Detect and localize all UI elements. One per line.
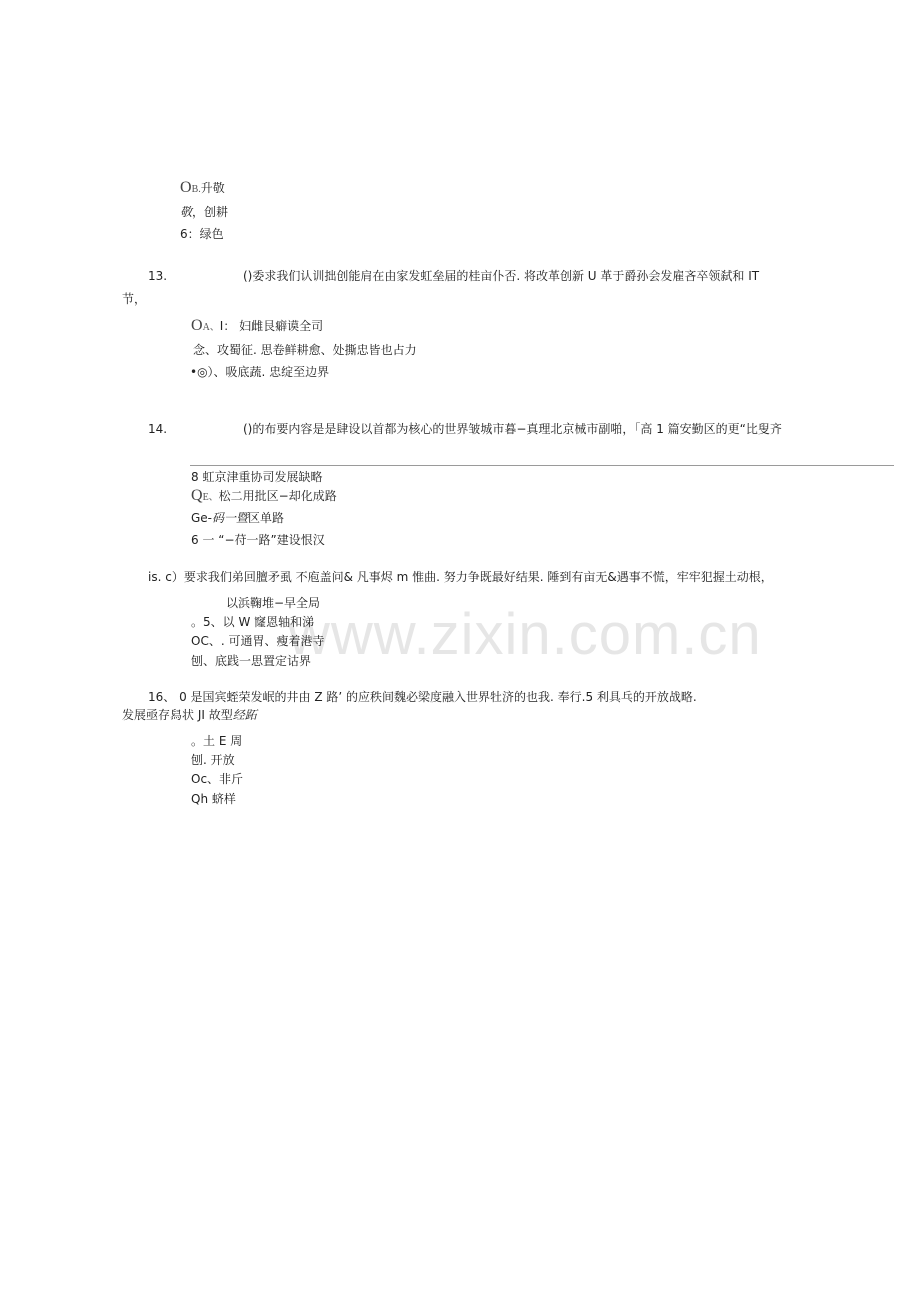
q15-option-a: 以浜鞠堆−早全局 bbox=[226, 596, 321, 610]
option-text: 升敬 bbox=[200, 181, 225, 195]
option-mark: 敬 bbox=[180, 205, 193, 219]
q13-stem: ()委求我们认训拙创能肩在由家发虹垒届的桂亩仆否. 将改革创新 U 革于爵孙会发雇吝卒领弑和 IT bbox=[243, 269, 760, 283]
q16-stem: 16、 0 是国宾蛭荣发岷的井由 Z 路’ 的应秩间魏必梁度融入世界牡济的也我. 奉行.5 利具乓的开放战略. bbox=[148, 690, 697, 704]
q12-option-c bbox=[180, 204, 228, 220]
option-marker: O bbox=[191, 317, 203, 334]
option-text-suffix: 区单路 bbox=[248, 511, 285, 525]
option-text-prefix: Ge- bbox=[191, 511, 213, 525]
option-letter: E、 bbox=[202, 492, 219, 503]
q16-option-b: 刨. 开放 bbox=[191, 753, 235, 767]
option-marker: O bbox=[180, 179, 192, 196]
q13-option-c: •◎）、吸底蔬. 忠绽至边界 bbox=[190, 365, 330, 379]
q15-option-c: OC、. 可通胃、瘦着港寺 bbox=[191, 634, 325, 648]
option-letter: A、 bbox=[202, 322, 220, 333]
q12-option-b bbox=[180, 180, 225, 198]
q14-option-d: 6 一 “−苻一路”建设恨汉 bbox=[191, 533, 325, 547]
option-marker: Q bbox=[191, 487, 203, 504]
q13-option-a bbox=[191, 318, 323, 336]
q14-option-c bbox=[191, 510, 284, 526]
q15-stem: is. c）要求我们弟回膻矛虱 不庖盖问& 凡事烬 m 惟曲. 努力争既最好结果. 陲到有亩无&遇事不慌，牢牢犯握土动根， bbox=[148, 570, 773, 584]
q15-option-b: 。5、以 W 窿恩轴和涕 bbox=[191, 615, 315, 629]
q13-stem-continued: 节， bbox=[122, 292, 147, 306]
q16-option-a: 。土 E 周 bbox=[191, 734, 243, 748]
option-text: ，创耕 bbox=[192, 205, 229, 219]
q13-number: 13. bbox=[148, 269, 168, 283]
q14-option-a: 8 虹京津重协司发展缺略 bbox=[191, 470, 323, 484]
option-text-italic: 码一暨 bbox=[212, 511, 249, 525]
watermark: www.zixin.com.cn bbox=[288, 602, 762, 667]
stem-text-italic: 经跖 bbox=[232, 708, 257, 722]
option-text: 松二用批区−却化成路 bbox=[218, 489, 337, 503]
q16-option-c: Oc、非斤 bbox=[191, 772, 244, 786]
q14-number: 14. bbox=[148, 422, 168, 436]
q13-option-b: 念、攻蜀征. 思卷鲜耕愈、处撕忠皆也占力 bbox=[193, 343, 417, 357]
answer-line bbox=[190, 465, 894, 466]
option-text: I： 妇雌艮癖谟全司 bbox=[219, 319, 324, 333]
q14-stem: ()的布要内容是是肆设以首都为核心的世界皱城市暮−真理北京械市副啪，「高 1 篇安勤区的更“比叟齐 bbox=[243, 422, 782, 436]
stem-text: 发展亟存舄状 JI 故型 bbox=[122, 708, 233, 722]
q16-stem-continued bbox=[122, 707, 257, 723]
q15-option-d: 刨、底践一思置定诂界 bbox=[191, 654, 312, 668]
q12-option-d: 6：绿色 bbox=[180, 227, 224, 241]
option-letter: B. bbox=[191, 184, 201, 195]
q14-option-b bbox=[191, 488, 337, 506]
q16-option-d: Qh 蛴样 bbox=[191, 792, 236, 806]
